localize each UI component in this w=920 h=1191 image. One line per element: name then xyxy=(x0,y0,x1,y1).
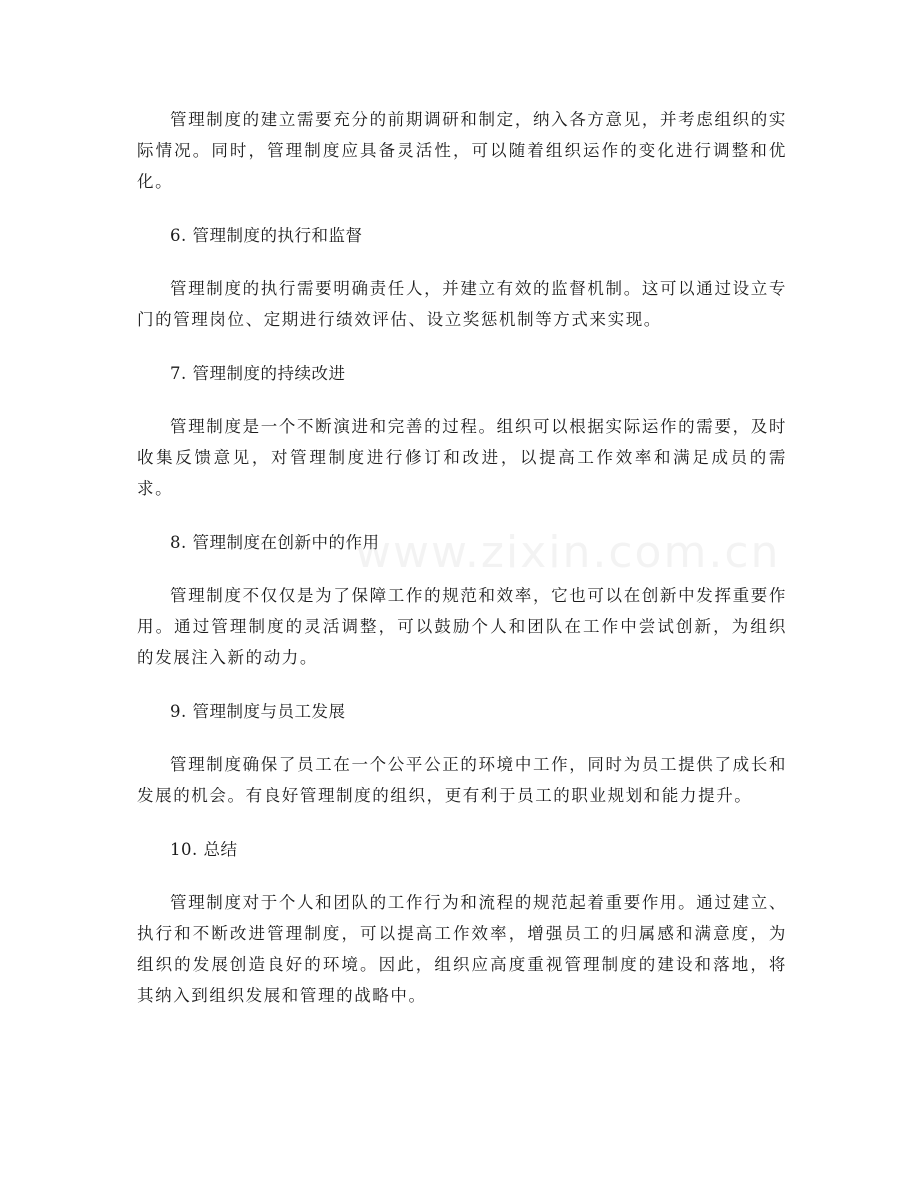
document-body xyxy=(137,104,787,1011)
paragraph-section-8: 管理制度不仅仅是为了保障工作的规范和效率，它也可以在创新中发挥重要作用。通过管理制度的灵活调整，可以鼓励个人和团队在工作中尝试创新，为组织的发展注入新的动力。 xyxy=(137,586,787,667)
watermark: www.zixin.com.cn xyxy=(355,527,781,578)
paragraph-summary: 管理制度对于个人和团队的工作行为和流程的规范起着重要作用。通过建立、执行和不断改进管理制度，可以提高工作效率，增强员工的归属感和满意度，为组织的发展创造良好的环境。因此，组织应高度重视管理制度的建设和落地，将其纳入到组织发展和管理的战略中。 xyxy=(137,893,787,1005)
paragraph-section-9: 管理制度确保了员工在一个公平公正的环境中工作，同时为员工提供了成长和发展的机会。有良好管理制度的组织，更有利于员工的职业规划和能力提升。 xyxy=(137,755,787,805)
paragraph-intro: 管理制度的建立需要充分的前期调研和制定，纳入各方意见，并考虑组织的实际情况。同时，管理制度应具备灵活性，可以随着组织运作的变化进行调整和优化。 xyxy=(137,110,787,191)
paragraph-section-6: 管理制度的执行需要明确责任人，并建立有效的监督机制。这可以通过设立专门的管理岗位、定期进行绩效评估、设立奖惩机制等方式来实现。 xyxy=(137,279,787,329)
section-heading-8: 8. 管理制度在创新中的作用 xyxy=(170,533,380,552)
section-heading-7: 7. 管理制度的持续改进 xyxy=(170,364,346,383)
section-heading-10: 10. 总结 xyxy=(170,840,238,859)
paragraph-section-7: 管理制度是一个不断演进和完善的过程。组织可以根据实际运作的需要，及时收集反馈意见，对管理制度进行修订和改进，以提高工作效率和满足成员的需求。 xyxy=(137,417,787,498)
section-heading-6: 6. 管理制度的执行和监督 xyxy=(170,226,363,245)
section-heading-9: 9. 管理制度与员工发展 xyxy=(170,702,346,721)
